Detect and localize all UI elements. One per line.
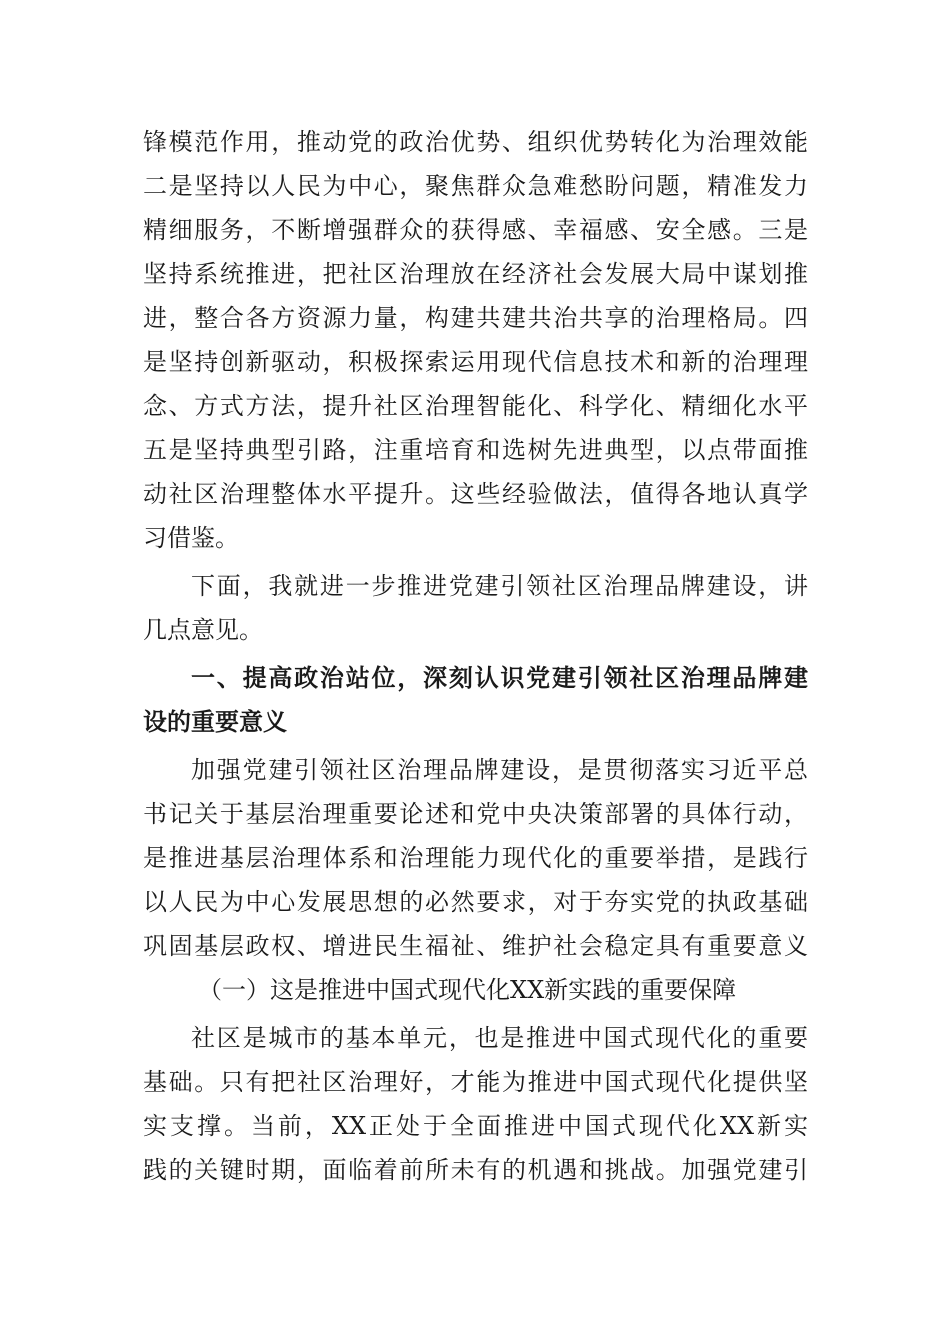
body-line: 念、方式方法，提升社区治理智能化、科学化、精细化水平 <box>143 392 808 420</box>
body-line: 进，整合各方资源力量，构建共建共治共享的治理格局。四 <box>143 304 808 332</box>
body-line: 社区是城市的基本单元，也是推进中国式现代化的重要 <box>191 1024 808 1052</box>
section-heading: 一、提高政治站位，深刻认识党建引领社区治理品牌建 <box>191 664 808 692</box>
body-line: 习借鉴。 <box>143 524 239 552</box>
body-line: 践的关键时期，面临着前所未有的机遇和挑战。加强党建引 <box>143 1156 808 1184</box>
body-line: 动社区治理整体水平提升。这些经验做法，值得各地认真学 <box>143 480 808 508</box>
body-line: 是坚持创新驱动，积极探索运用现代信息技术和新的治理理 <box>143 348 808 376</box>
body-line: 是推进基层治理体系和治理能力现代化的重要举措，是践行 <box>143 844 808 872</box>
body-line: 坚持系统推进，把社区治理放在经济社会发展大局中谋划推 <box>143 260 808 288</box>
body-line: 书记关于基层治理重要论述和党中央决策部署的具体行动， <box>143 800 808 828</box>
body-line: 五是坚持典型引路，注重培育和选树先进典型，以点带面推 <box>143 436 808 464</box>
body-line: 基础。只有把社区治理好，才能为推进中国式现代化提供坚 <box>143 1068 808 1096</box>
subsection-heading: （一）这是推进中国式现代化XX新实践的重要保障 <box>198 976 737 1004</box>
body-line: 精细服务，不断增强群众的获得感、幸福感、安全感。三是 <box>143 216 808 244</box>
body-line: 以人民为中心发展思想的必然要求，对于夯实党的执政基础 <box>143 888 808 916</box>
body-line: 加强党建引领社区治理品牌建设，是贯彻落实习近平总 <box>191 756 808 784</box>
body-line: 几点意见。 <box>143 616 263 644</box>
section-heading: 设的重要意义 <box>143 708 287 736</box>
body-line: 锋模范作用，推动党的政治优势、组织优势转化为治理效能 <box>143 128 808 156</box>
body-line: 实支撑。当前，XX正处于全面推进中国式现代化XX新实 <box>143 1112 808 1140</box>
body-line: 巩固基层政权、增进民生福祉、维护社会稳定具有重要意义 <box>143 932 808 960</box>
body-line: 二是坚持以人民为中心，聚焦群众急难愁盼问题，精准发力 <box>143 172 808 200</box>
body-line: 下面，我就进一步推进党建引领社区治理品牌建设，讲 <box>191 572 808 600</box>
